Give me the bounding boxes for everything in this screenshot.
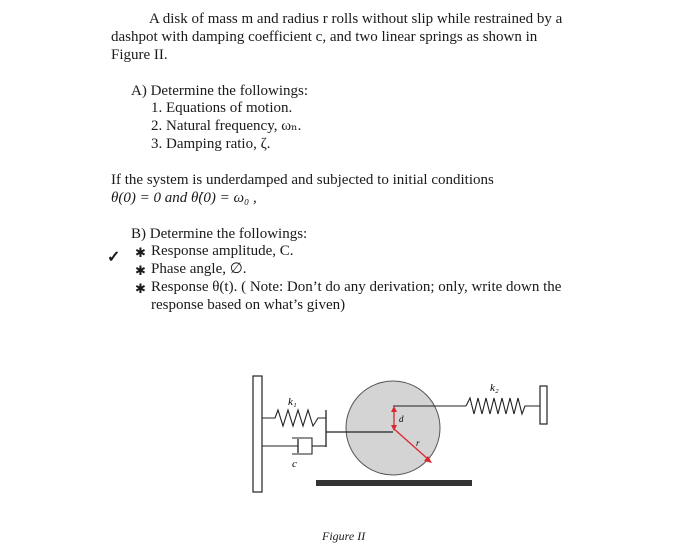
- part-a-item-2: 2. Natural frequency, ωₙ.: [151, 118, 302, 134]
- label-d: d: [399, 414, 404, 424]
- spring-k2: [466, 398, 540, 414]
- part-b-item-3-continued: response based on what’s given): [151, 297, 346, 313]
- bullet-icon: ✱: [135, 245, 146, 260]
- label-c: c: [292, 458, 297, 470]
- intro-line-2: dashpot with damping coefficient c, and two linear springs as shown in: [111, 29, 538, 45]
- part-a-item-3: 3. Damping ratio, ζ.: [151, 136, 271, 152]
- label-k1: k₁: [288, 396, 297, 408]
- part-b-item-2: Phase angle, ∅.: [151, 261, 247, 277]
- right-wall: [540, 386, 547, 424]
- label-k2: k₂: [490, 382, 499, 394]
- spring-k1: [262, 410, 326, 426]
- part-a-heading: A) Determine the followings:: [131, 83, 309, 99]
- condition-line-2: θ(0) = 0 and θ̇(0) = ω₀ ,: [111, 190, 257, 206]
- bullet-icon: ✱: [135, 281, 146, 296]
- intro-line-3: Figure II.: [111, 47, 168, 63]
- part-b-item-1: Response amplitude, C.: [151, 243, 294, 259]
- part-a-item-1: 1. Equations of motion.: [151, 100, 293, 116]
- intro-line-1: A disk of mass m and radius r rolls without slip while restrained by a: [149, 11, 563, 27]
- label-r: r: [416, 438, 420, 448]
- part-b-heading: B) Determine the followings:: [131, 226, 308, 242]
- condition-line-1: If the system is underdamped and subjected to initial conditions: [111, 172, 494, 188]
- figure-caption: Figure II: [322, 529, 366, 543]
- check-mark-icon: ✓: [107, 249, 121, 266]
- part-b-item-3: Response θ(t). ( Note: Don’t do any derivation; only, write down the: [151, 279, 562, 295]
- ground: [316, 480, 472, 486]
- bullet-icon: ✱: [135, 263, 146, 278]
- left-wall: [253, 376, 262, 492]
